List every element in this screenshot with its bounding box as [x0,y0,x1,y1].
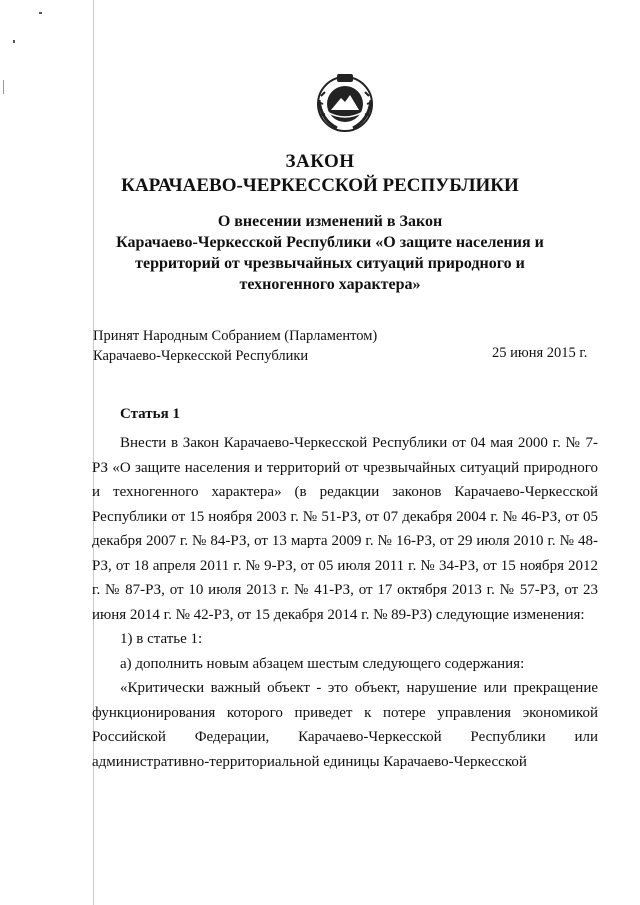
article-paragraph: «Критически важный объект - это объект, нарушение или прекращение функционирования которого приведет к потере управления экономикой Российской Федерации, Карачаево-Черкесской Республики или административно-территориальной единицы Карачаево-Черкесской [92,680,598,770]
scan-speck [3,80,4,94]
scan-speck [13,40,15,43]
article-paragraph: Внести в Закон Карачаево-Черкесской Республики от 04 мая 2000 г. № 7-РЗ «О защите населения и территорий от чрезвычайных ситуаций природного и техногенного характера» (в редакции законов Карачаево-Черкесской Республики от 15 ноября 2003 г. № 51-РЗ, от 07 декабря 2004 г. № 46-РЗ, от 05 декабря 2007 г. № 84-РЗ, от 13 марта 2009 г. № 16-РЗ, от 29 июля 2010 г. № 48-РЗ, от 18 апреля 2011 г. № 9-РЗ, от 05 июля 2011 г. № 34-РЗ, от 15 ноября 2012 г. № 87-РЗ, от 10 июля 2013 г. № 41-РЗ, от 17 октября 2013 г. № 57-РЗ, от 23 июня 2014 г. № 42-РЗ, от 15 декабря 2014 г. № 89-РЗ) следующие изменения: [92,435,598,623]
article-paragraph: а) дополнить новым абзацем шестым следующего содержания: [120,655,525,672]
subtitle-line: Карачаево-Черкесской Республики «О защите населения и [116,234,544,251]
article-paragraph: 1) в статье 1: [120,631,203,647]
adoption-line: Карачаево-Черкесской Республики [93,348,309,364]
adoption-date: 25 июня 2015 г. [492,345,588,361]
subtitle-line: техногенного характера» [239,276,421,293]
subtitle-line: территорий от чрезвычайных ситуаций природного и [135,255,525,272]
article-title: Статья 1 [120,406,180,422]
adoption-info [93,326,377,366]
scan-speck [39,12,42,14]
subtitle-line: О внесении изменений в Закон [217,213,443,230]
law-subtitle [100,211,560,295]
coat-of-arms-icon [313,70,377,134]
adoption-line: Принят Народным Собранием (Парламентом) [93,328,378,344]
law-title: ЗАКОН [285,151,355,172]
republic-title: КАРАЧАЕВО-ЧЕРКЕССКОЙ РЕСПУБЛИКИ [121,175,519,196]
article-body [92,431,598,774]
